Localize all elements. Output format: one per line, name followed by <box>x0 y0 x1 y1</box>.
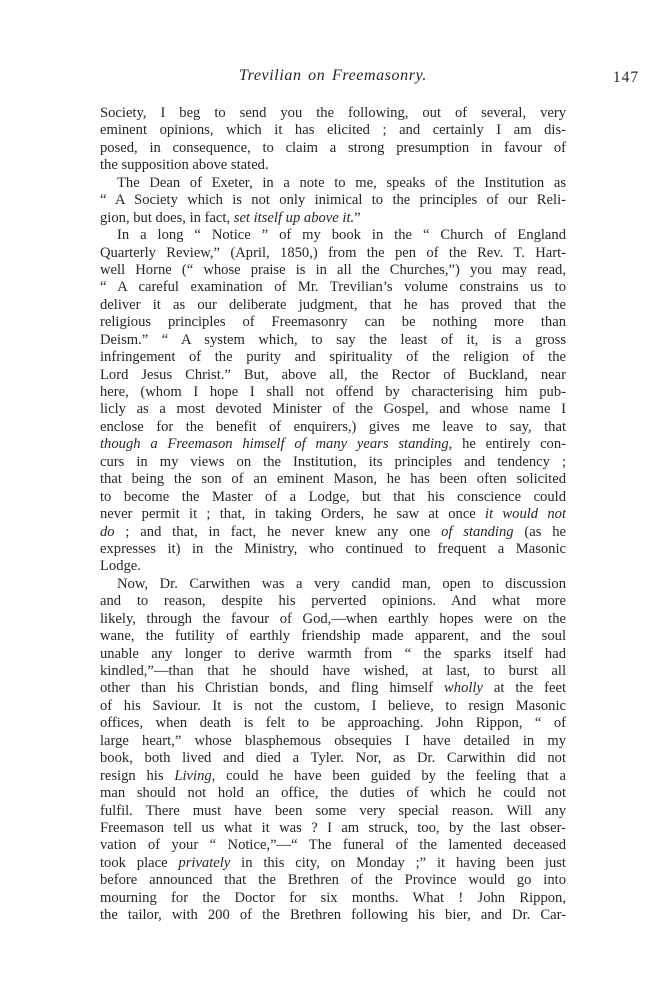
text-line: the supposition above stated. <box>100 157 269 174</box>
paragraph <box>100 105 566 175</box>
text-line: wane, the futility of earthly friendship made apparent, and the soul <box>100 628 566 645</box>
running-title: Trevilian on Freemasonry. <box>238 67 428 84</box>
text-line: took place privately in this city, on Monday ;” it having been just <box>100 854 566 871</box>
text-line: eminent opinions, which it has elicited ; and certainly I am dis- <box>100 122 566 139</box>
text-line: before announced that the Brethren of the Province would go into <box>100 872 566 889</box>
text-line: resign his Living, could he have been guided by the feeling that a <box>100 767 566 784</box>
text-line: do ; and that, in fact, he never knew any one of standing (as he <box>100 523 566 540</box>
page-number: 147 <box>612 69 640 86</box>
text-line: and to reason, despite his perverted opinions. And what more <box>100 593 566 610</box>
text-line: here, (whom I hope I shall not offend by characterising him pub- <box>100 384 566 400</box>
text-line: book, both lived and died a Tyler. Nor, as Dr. Carwithin did not <box>100 750 566 767</box>
text-line: likely, through the favour of God,—when earthly hopes were on the <box>100 610 566 627</box>
text-line: unable any longer to derive warmth from “ the sparks itself had <box>100 645 566 662</box>
page-header <box>100 67 566 85</box>
text-line: “ A careful examination of Mr. Trevilian’s volume constrains us to <box>100 279 566 296</box>
text-line: Deism.” “ A system which, to say the least of it, is a gross <box>100 331 566 348</box>
text-line: man should not hold an office, the duties of which he could not <box>100 785 566 802</box>
text-line: offices, when death is felt to be approaching. John Rippon, “ of <box>100 715 566 732</box>
text-line: kindled,”—than that he should have wished, at last, to burst all <box>100 663 566 679</box>
text-line: other than his Christian bonds, and fling himself wholly at the feet <box>100 680 566 697</box>
text-line: expresses it) in the Ministry, who continued to frequent a Masonic <box>100 540 566 557</box>
text-line: to become the Master of a Lodge, but that his conscience could <box>100 488 566 505</box>
text-line: large heart,” whose blasphemous obsequies I have detailed in my <box>100 732 566 749</box>
text-line: enclose for the benefit of enquirers,) gives me leave to say, that <box>100 418 566 435</box>
text-line: posed, in consequence, to claim a strong presumption in favour of <box>100 139 566 156</box>
text-line: the tailor, with 200 of the Brethren following his bier, and Dr. Car- <box>100 907 566 924</box>
text-line: deliver it as our deliberate judgment, that he has proved that the <box>100 296 566 313</box>
text-line: Quarterly Review,” (April, 1850,) from the pen of the Rev. T. Hart- <box>100 244 566 261</box>
text-line: religious principles of Freemasonry can be nothing more than <box>100 314 566 331</box>
body-text <box>100 105 566 925</box>
text-line: Lodge. <box>100 558 141 575</box>
text-line: that being the son of an eminent Mason, he has been often solicited <box>100 471 566 488</box>
paragraph <box>100 227 566 576</box>
text-line: Society, I beg to send you the following, out of several, very <box>100 105 566 121</box>
text-line: mourning for the Doctor for six months. What ! John Rippon, <box>100 889 566 906</box>
text-line: Lord Jesus Christ.” But, above all, the Rector of Buckland, near <box>100 366 566 383</box>
text-line: curs in my views on the Institution, its principles and tendency ; <box>100 453 566 470</box>
text-line: of his Saviour. It is not the custom, I believe, to resign Masonic <box>100 697 566 714</box>
paragraph <box>100 576 566 925</box>
text-line: Freemason tell us what it was ? I am struck, too, by the last obser- <box>100 819 566 836</box>
text-line: never permit it ; that, in taking Orders, he saw at once it would not <box>100 506 566 523</box>
text-line: “ A Society which is not only inimical to the principles of our Reli- <box>100 192 566 209</box>
text-line: Now, Dr. Carwithen was a very candid man, open to discussion <box>117 575 566 592</box>
text-line: The Dean of Exeter, in a note to me, speaks of the Institution as <box>117 174 566 191</box>
text-line: licly as a most devoted Minister of the Gospel, and whose name I <box>100 401 566 418</box>
paragraph <box>100 175 566 227</box>
text-line: gion, but does, in fact, set itself up above it.” <box>100 209 361 226</box>
text-line: vation of your “ Notice,”—“ The funeral of the lamented deceased <box>100 837 566 854</box>
text-line: fulfil. There must have been some very special reason. Will any <box>100 802 566 819</box>
text-line: In a long “ Notice ” of my book in the “ Church of England <box>117 227 566 244</box>
text-line: though a Freemason himself of many years standing, he entirely con- <box>100 436 566 453</box>
text-line: well Horne (“ whose praise is in all the Churches,”) you may read, <box>100 261 566 278</box>
text-line: infringement of the purity and spirituality of the religion of the <box>100 349 566 366</box>
